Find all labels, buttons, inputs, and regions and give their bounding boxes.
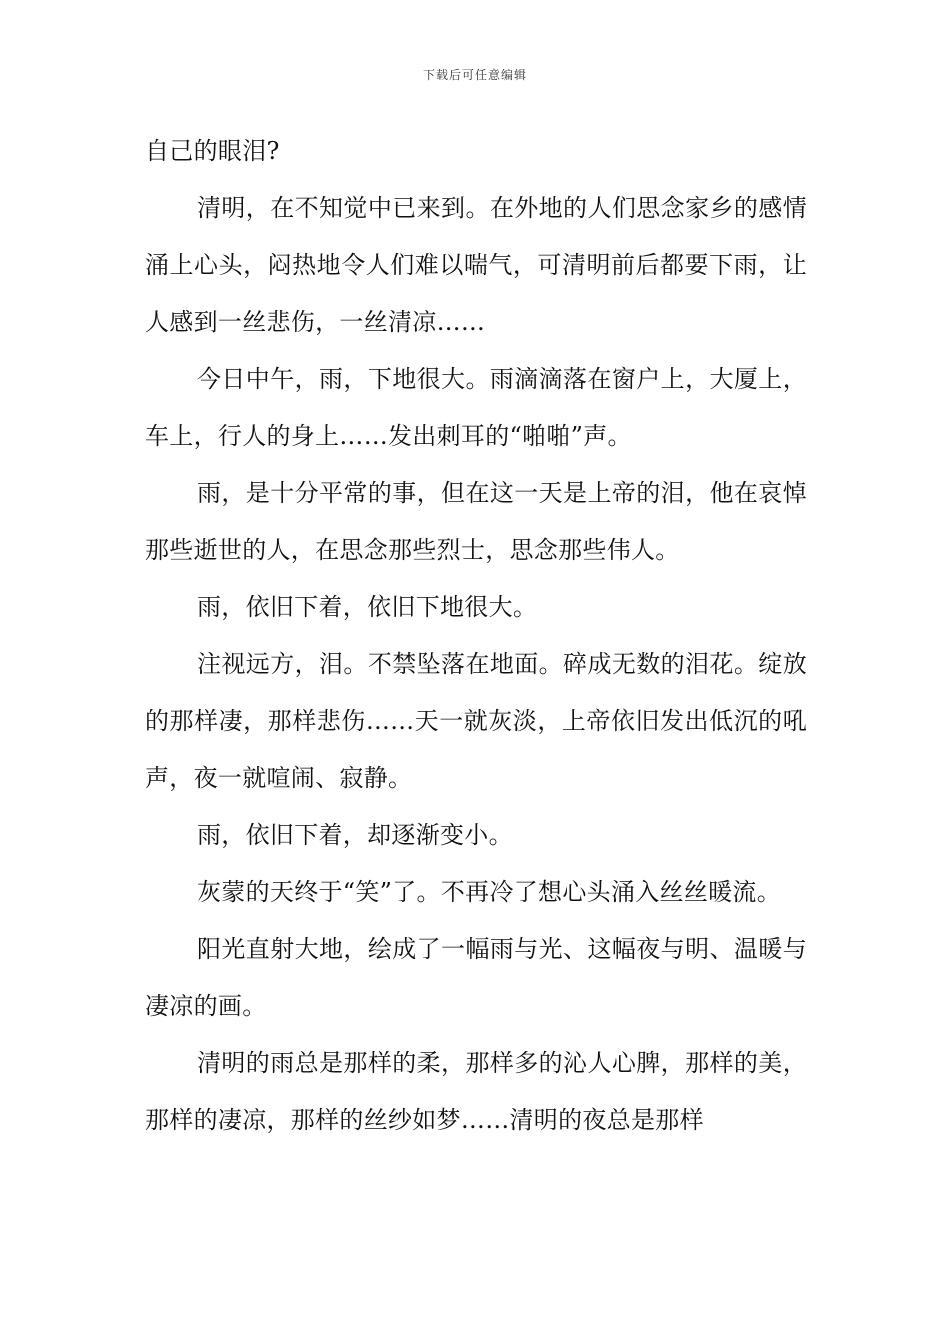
paragraph-5: 雨，依旧下着，依旧下地很大。 [197, 593, 538, 621]
paragraph-9: 阳光直射大地，绘成了一幅雨与光、这幅夜与明、温暖与凄凉的画。 [145, 935, 807, 1020]
paragraph-7: 雨，依旧下着，却逐渐变小。 [197, 821, 513, 849]
paragraph-10: 清明的雨总是那样的柔，那样多的沁人心脾，那样的美，那样的凄凉，那样的丝纱如梦……清明的夜总是那样 [145, 1049, 807, 1134]
paragraph-1: 自己的眼泪? [145, 137, 280, 165]
paragraph-6: 注视远方，泪。不禁坠落在地面。碎成无数的泪花。绽放的那样凄，那样悲伤……天一就灰淡，上帝依旧发出低沉的吼声，夜一就喧闹、寂静。 [145, 650, 807, 792]
paragraph-2: 清明，在不知觉中已来到。在外地的人们思念家乡的感情涌上心头，闷热地令人们难以喘气，可清明前后都要下雨，让人感到一丝悲伤，一丝清凉…… [145, 194, 807, 336]
paragraph-3: 今日中午，雨，下地很大。雨滴滴落在窗户上，大厦上，车上，行人的身上……发出刺耳的“啪啪”声。 [145, 365, 807, 450]
paragraph-4: 雨，是十分平常的事，但在这一天是上帝的泪，他在哀悼那些逝世的人，在思念那些烈士，思念那些伟人。 [145, 479, 807, 564]
document-body [145, 123, 807, 1149]
paragraph-8: 灰蒙的天终于“笑”了。不再冷了想心头涌入丝丝暖流。 [197, 878, 782, 906]
page-header: 下载后可任意编辑 [422, 68, 527, 82]
